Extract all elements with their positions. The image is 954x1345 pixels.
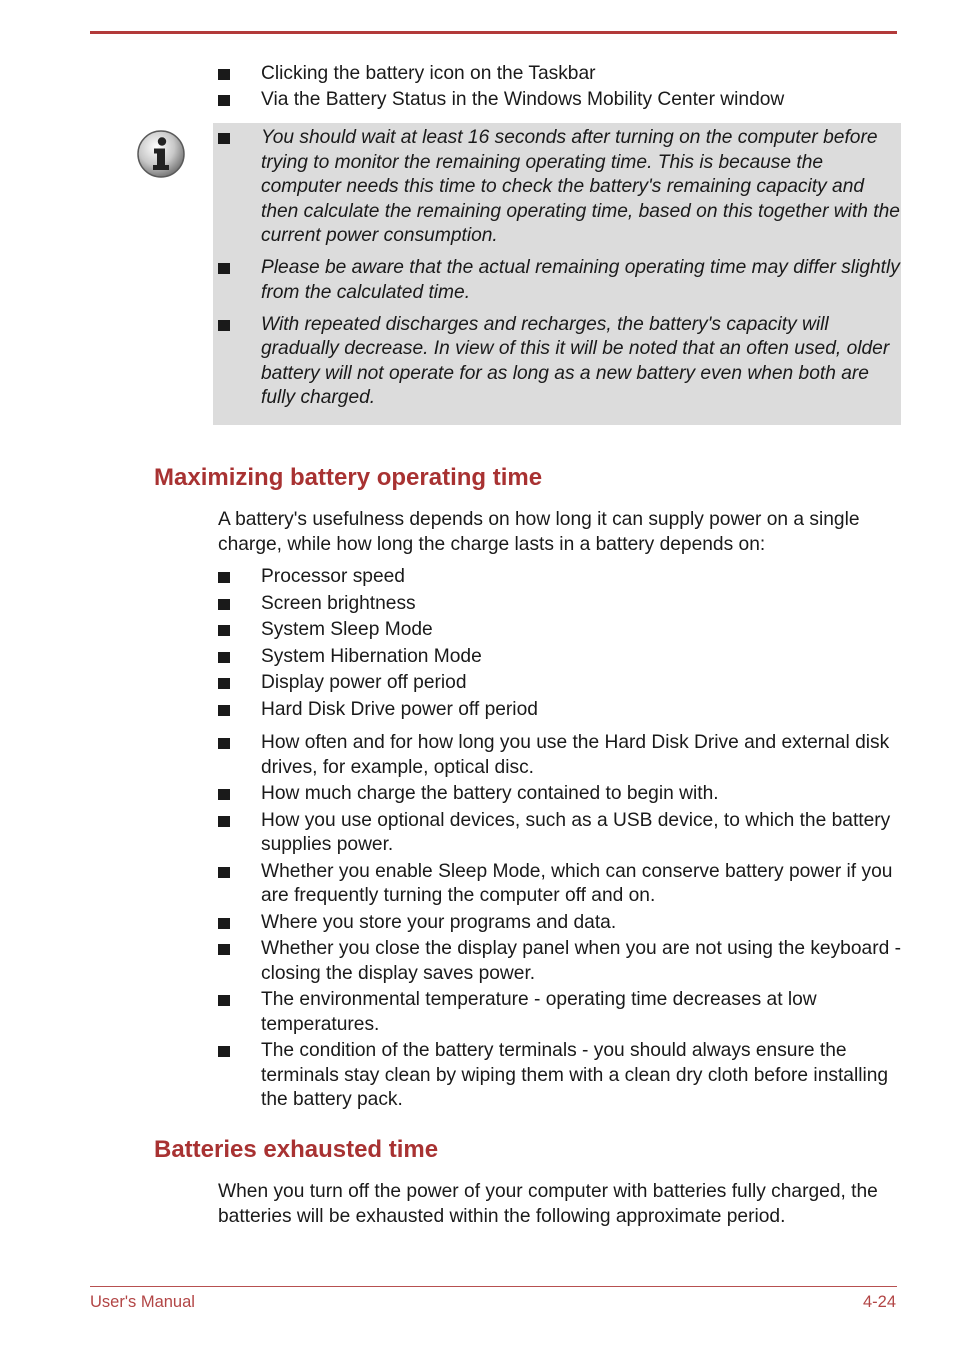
list-item-text: Screen brightness [261, 592, 416, 614]
list-item [0, 62, 901, 87]
list-item [0, 911, 901, 936]
factors-list [0, 565, 901, 724]
list-item-text: Clicking the battery icon on the Taskbar [261, 63, 596, 84]
list-item-text: Whether you close the display panel when you are not using the keyboard - closing the display saves power. [261, 938, 901, 984]
section-heading-exhausted: Batteries exhausted time [154, 1136, 439, 1163]
list-item [0, 731, 901, 780]
bullet-icon [218, 133, 230, 144]
list-item [0, 937, 901, 986]
list-item-text: Where you store your programs and data. [261, 911, 617, 933]
section-intro: A battery's usefulness depends on how long it can supply power on a single charge, while how long the charge lasts in a battery depends on: [218, 509, 860, 555]
bullet-icon [218, 1046, 230, 1057]
list-item-text: Hard Disk Drive power off period [261, 698, 538, 720]
list-item [0, 782, 901, 807]
list-item [0, 860, 901, 909]
note-item [0, 256, 901, 305]
bullet-icon [218, 652, 230, 663]
bullet-icon [218, 867, 230, 878]
list-item [0, 988, 901, 1037]
list-item-text: Whether you enable Sleep Mode, which can conserve battery power if you are frequently turning the computer off and on. [261, 860, 893, 906]
bullet-icon [218, 918, 230, 929]
header-rule [90, 31, 897, 34]
list-item [0, 671, 901, 696]
list-item [0, 88, 901, 113]
bullet-icon [218, 738, 230, 749]
bullet-icon [218, 572, 230, 583]
note-item-text: With repeated discharges and recharges, the battery's capacity will gradually decrease. In view of this it will be noted that an often used, older battery will not operate for as long as a new battery even when both are fully charged. [261, 313, 890, 408]
list-item [0, 645, 901, 670]
list-item-text: Via the Battery Status in the Windows Mobility Center window [261, 89, 785, 110]
list-item-text: Processor speed [261, 566, 405, 587]
list-item-text: How often and for how long you use the Hard Disk Drive and external disk drives, for example, optical disc. [261, 732, 890, 778]
list-item-text: Display power off period [261, 672, 467, 693]
footer-rule [90, 1286, 897, 1287]
note-list [0, 126, 901, 418]
list-item [0, 809, 901, 858]
list-item [0, 698, 901, 723]
bullet-icon [218, 705, 230, 716]
list-item-text: System Hibernation Mode [261, 645, 482, 667]
bullet-icon [218, 320, 230, 331]
list-item [0, 565, 901, 590]
bullet-icon [218, 678, 230, 689]
list-item-text: How much charge the battery contained to begin with. [261, 783, 719, 804]
conditions-list [0, 731, 901, 1115]
bullet-icon [218, 789, 230, 800]
list-item-text: The environmental temperature - operating time decreases at low temperatures. [261, 989, 817, 1035]
list-item-text: The condition of the battery terminals - you should always ensure the terminals stay clean by wiping them with a clean dry cloth before installing the battery pack. [261, 1040, 889, 1110]
bullet-icon [218, 816, 230, 827]
list-item [0, 1039, 901, 1113]
footer-page-number: 4-24 [862, 1293, 896, 1311]
top-bullet-list [0, 62, 901, 114]
note-item [0, 313, 901, 411]
note-item [0, 126, 901, 249]
bullet-icon [218, 599, 230, 610]
bullet-icon [218, 263, 230, 274]
bullet-icon [218, 995, 230, 1006]
list-item [0, 592, 901, 617]
list-item-text: System Sleep Mode [261, 619, 433, 640]
note-item-text: Please be aware that the actual remaining operating time may differ slightly from the calculated time. [261, 257, 900, 303]
footer-manual-title: User's Manual [90, 1293, 195, 1311]
bullet-icon [218, 95, 230, 106]
bullet-icon [218, 625, 230, 636]
note-item-text: You should wait at least 16 seconds after turning on the computer before trying to monitor the remaining operating time. This is because the computer needs this time to check the battery's remaining capacity and then calculate the remaining operating time, based on this together with the current power consumption. [261, 127, 900, 246]
bullet-icon [218, 69, 230, 80]
section-body: When you turn off the power of your computer with batteries fully charged, the batteries will be exhausted within the following approximate period. [218, 1181, 878, 1227]
list-item [0, 618, 901, 643]
bullet-icon [218, 944, 230, 955]
list-item-text: How you use optional devices, such as a USB device, to which the battery supplies power. [261, 809, 891, 855]
section-heading-maximizing: Maximizing battery operating time [154, 464, 543, 491]
